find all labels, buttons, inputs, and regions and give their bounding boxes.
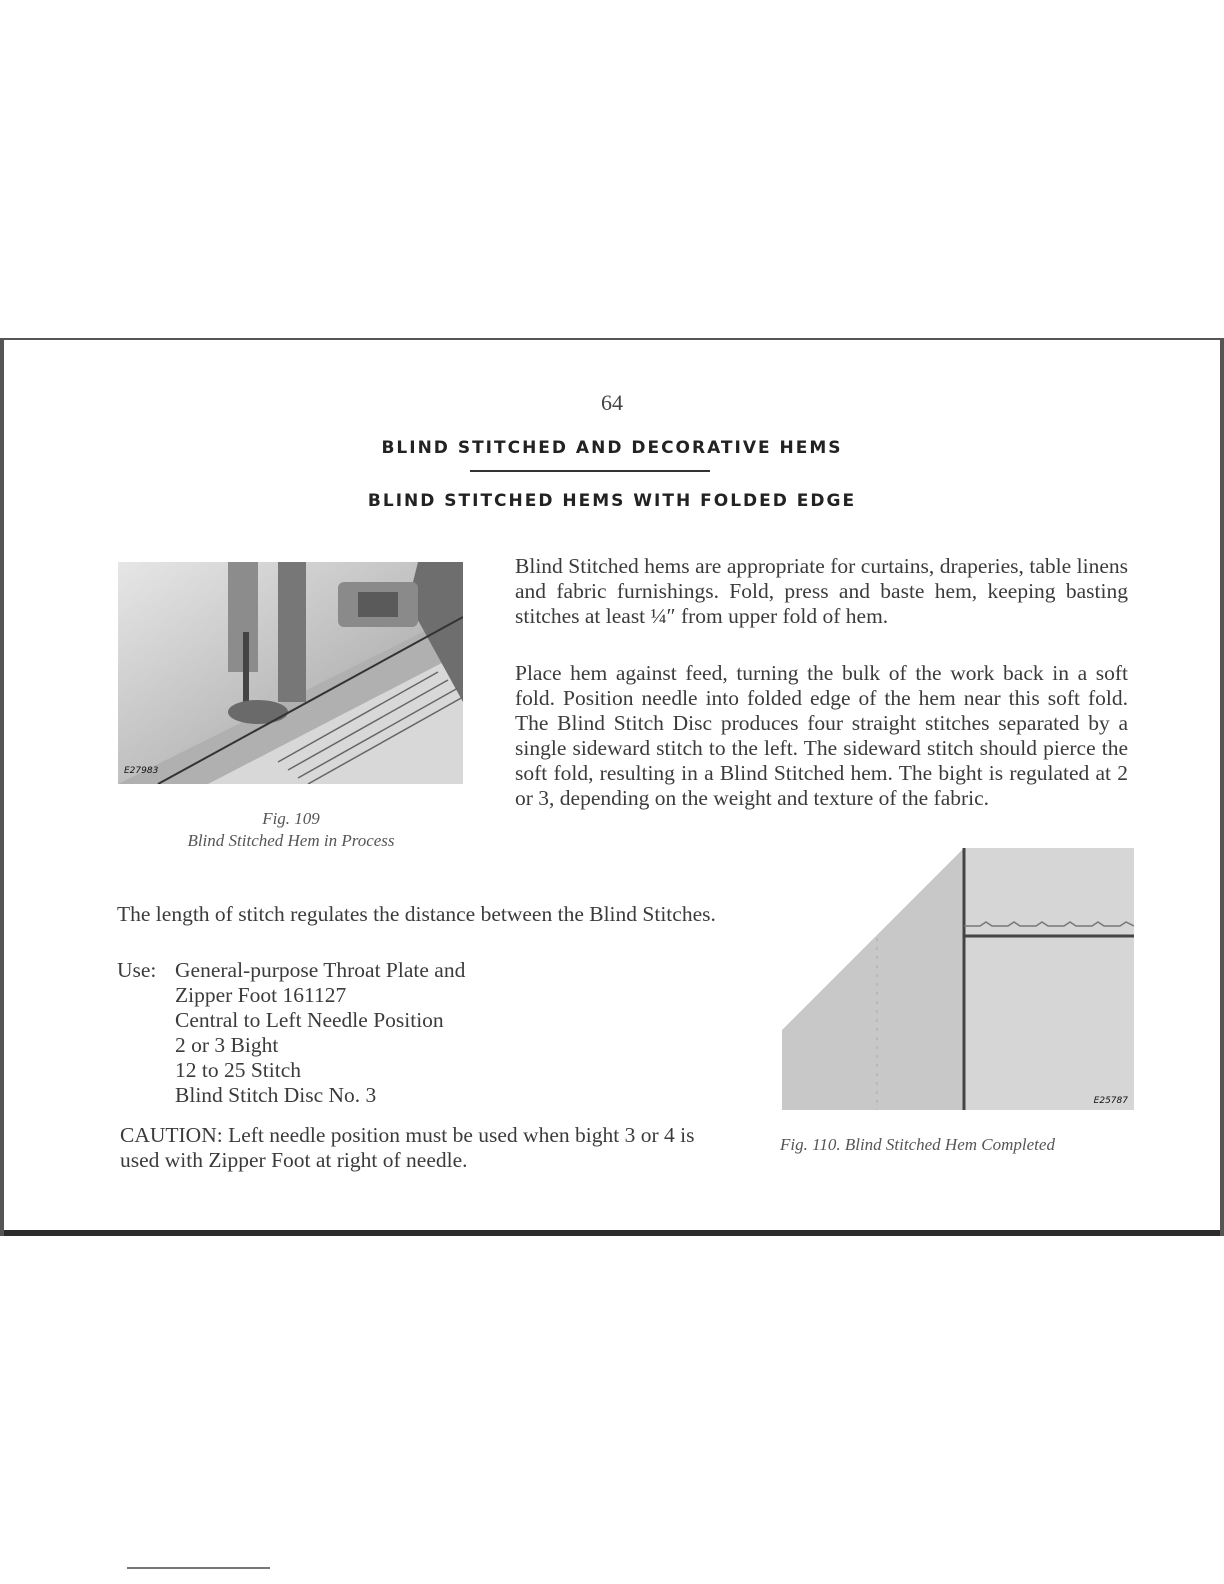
use-list — [175, 958, 465, 1108]
completed-hem-illustration — [782, 848, 1134, 1110]
heading-divider — [470, 470, 710, 472]
caution-note: CAUTION: Left needle position must be used when bight 3 or 4 is used with Zipper Foot at right of needle. — [120, 1123, 695, 1172]
stitch-length-note: The length of stitch regulates the distance between the Blind Stitches. — [117, 902, 716, 926]
figure-109-id: E27983 — [124, 766, 159, 776]
section-subheading: BLIND STITCHED HEMS WITH FOLDED EDGE — [367, 491, 857, 511]
figure-109-number: Fig. 109 — [262, 809, 320, 828]
figure-110-caption: Fig. 110. Blind Stitched Hem Completed — [780, 1135, 1055, 1154]
list-item: 12 to 25 Stitch — [175, 1058, 302, 1082]
section-heading: BLIND STITCHED AND DECORATIVE HEMS — [381, 438, 843, 458]
figure-109-image — [118, 562, 463, 784]
list-item: General-purpose Throat Plate and — [175, 958, 466, 982]
list-item: Blind Stitch Disc No. 3 — [175, 1083, 377, 1107]
page-left-edge — [0, 338, 4, 1236]
figure-110-id: E25787 — [1093, 1096, 1128, 1106]
page-right-edge — [1220, 338, 1224, 1236]
footnote-rule — [127, 1567, 270, 1569]
use-label: Use: — [117, 958, 157, 982]
intro-paragraph: Blind Stitched hems are appropriate for curtains, draperies, table linens and fabric furnishings. Fold, press and baste hem, keeping basting stitches at least ¼″ from upper fold of hem. — [515, 554, 1128, 628]
figure-110-image — [782, 848, 1134, 1110]
page-number: 64 — [601, 390, 623, 415]
list-item: 2 or 3 Bight — [175, 1033, 279, 1057]
list-item: Zipper Foot 161127 — [175, 983, 347, 1007]
figure-109-caption: Blind Stitched Hem in Process — [187, 831, 395, 850]
list-item: Central to Left Needle Position — [175, 1008, 444, 1032]
sewing-machine-foot-illustration — [118, 562, 463, 784]
procedure-paragraph: Place hem against feed, turning the bulk of the work back in a soft fold. Position needle into folded edge of the hem near this soft fold. The Blind Stitch Disc produces four straight stitches separated by a single sideward stitch to the left. The sideward stitch should pierce the soft fold, resulting in a Blind Stitched hem. The bight is regulated at 2 or 3, depending on the weight and texture of the fabric. — [515, 661, 1128, 810]
